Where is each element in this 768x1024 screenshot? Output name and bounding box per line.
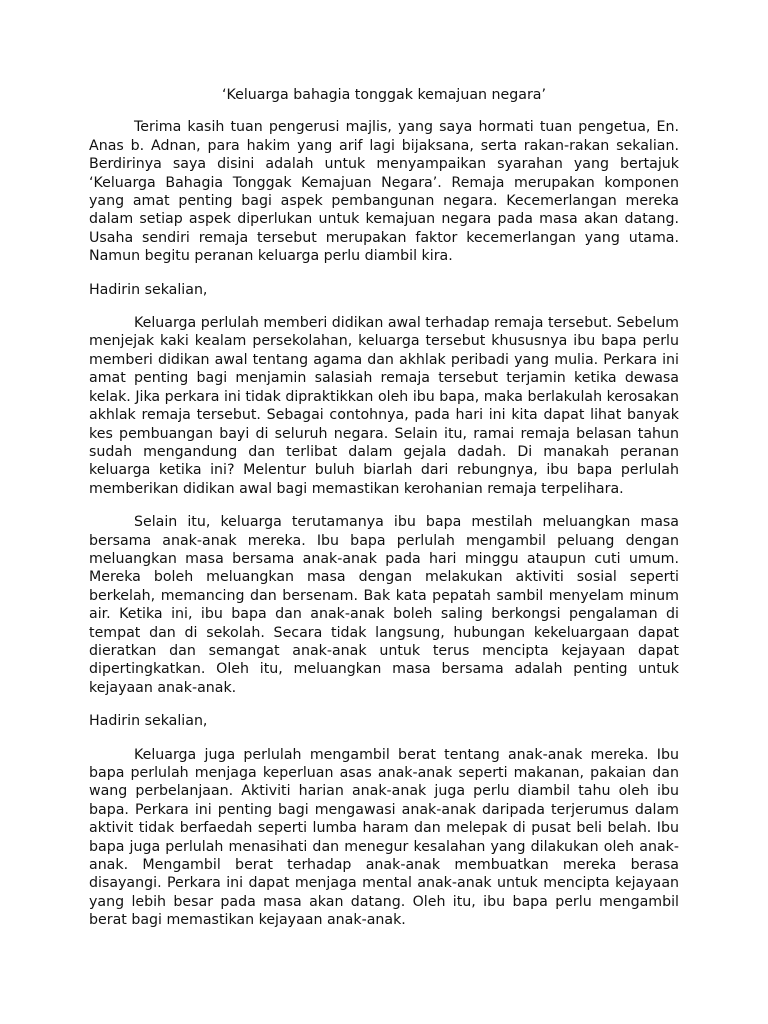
salutation: Hadirin sekalian,	[89, 713, 208, 730]
salutation: Hadirin sekalian,	[89, 281, 208, 298]
paragraph-intro: Terima kasih tuan pengerusi majlis, yang saya hormati tuan pengetua, En. Anas b. Adnan, para hakim yang arif lagi bijaksana, serta rakan-rakan sekalian. Berdirinya saya disini adalah untuk menyampaikan syarahan yang bertajuk ‘Keluarga Bahagia Tonggak Kemajuan Negara’. Remaja merupakan komponen yang amat penting bagi aspek pembangunan negara. Kecemerlangan mereka dalam setiap aspek diperlukan untuk kemajuan negara pada masa akan datang. Usaha sendiri remaja tersebut merupakan faktor kecemerlangan yang utama. Namun begitu peranan keluarga perlu diambil kira.	[89, 119, 679, 265]
paragraph-family-time: Selain itu, keluarga terutamanya ibu bapa mestilah meluangkan masa bersama anak-anak mereka. Ibu bapa perlulah mengambil peluang dengan meluangkan masa bersama anak-anak pada hari minggu ataupun cuti umum. Mereka boleh meluangkan masa dengan melakukan aktiviti sosial seperti berkelah, memancing dan bersenam. Bak kata pepatah sambil menyelam minum air. Ketika ini, ibu bapa dan anak-anak boleh saling berkongsi pengalaman di tempat dan di sekolah. Secara tidak langsung, hubungan kekeluargaan dapat dieratkan dan semangat anak-anak untuk terus mencipta kejayaan dapat dipertingkatkan. Oleh itu, meluangkan masa bersama adalah penting untuk kejayaan anak-anak.	[89, 514, 679, 696]
document-body	[89, 86, 679, 945]
paragraph-care: Keluarga juga perlulah mengambil berat tentang anak-anak mereka. Ibu bapa perlulah menjaga keperluan asas anak-anak seperti makanan, pakaian dan wang perbelanjaan. Aktiviti harian anak-anak juga perlu diambil tahu oleh ibu bapa. Perkara ini penting bagi mengawasi anak-anak daripada terjerumus dalam aktivit tidak berfaedah seperti lumba haram dan melepak di pusat beli belah. Ibu bapa juga perlulah menasihati dan menegur kesalahan yang dilakukan oleh anak-anak. Mengambil berat terhadap anak-anak membuatkan mereka berasa disayangi. Perkara ini dapat menjaga mental anak-anak untuk mencipta kejayaan yang lebih besar pada masa akan datang. Oleh itu, ibu bapa perlu mengambil berat bagi memastikan kejayaan anak-anak.	[89, 746, 679, 929]
document-title: ‘Keluarga bahagia tonggak kemajuan negara’	[222, 87, 546, 103]
paragraph-early-education: Keluarga perlulah memberi didikan awal terhadap remaja tersebut. Sebelum menjejak kaki kealam persekolahan, keluarga tersebut khususnya ibu bapa perlu memberi didikan awal tentang agama dan akhlak peribadi yang mulia. Perkara ini amat penting bagi menjamin salasiah remaja tersebut terjamin ketika dewasa kelak. Jika perkara ini tidak dipraktikkan oleh ibu bapa, maka berlakulah kerosakan akhlak remaja tersebut. Sebagai contohnya, pada hari ini kita dapat lihat banyak kes pembuangan bayi di seluruh negara. Selain itu, ramai remaja belasan tahun sudah mengandung dan terlibat dalam gejala dadah. Di manakah peranan keluarga ketika ini? Melentur buluh biarlah dari rebungnya, ibu bapa perlulah memberikan didikan awal bagi memastikan kerohanian remaja terpelihara.	[89, 315, 680, 497]
